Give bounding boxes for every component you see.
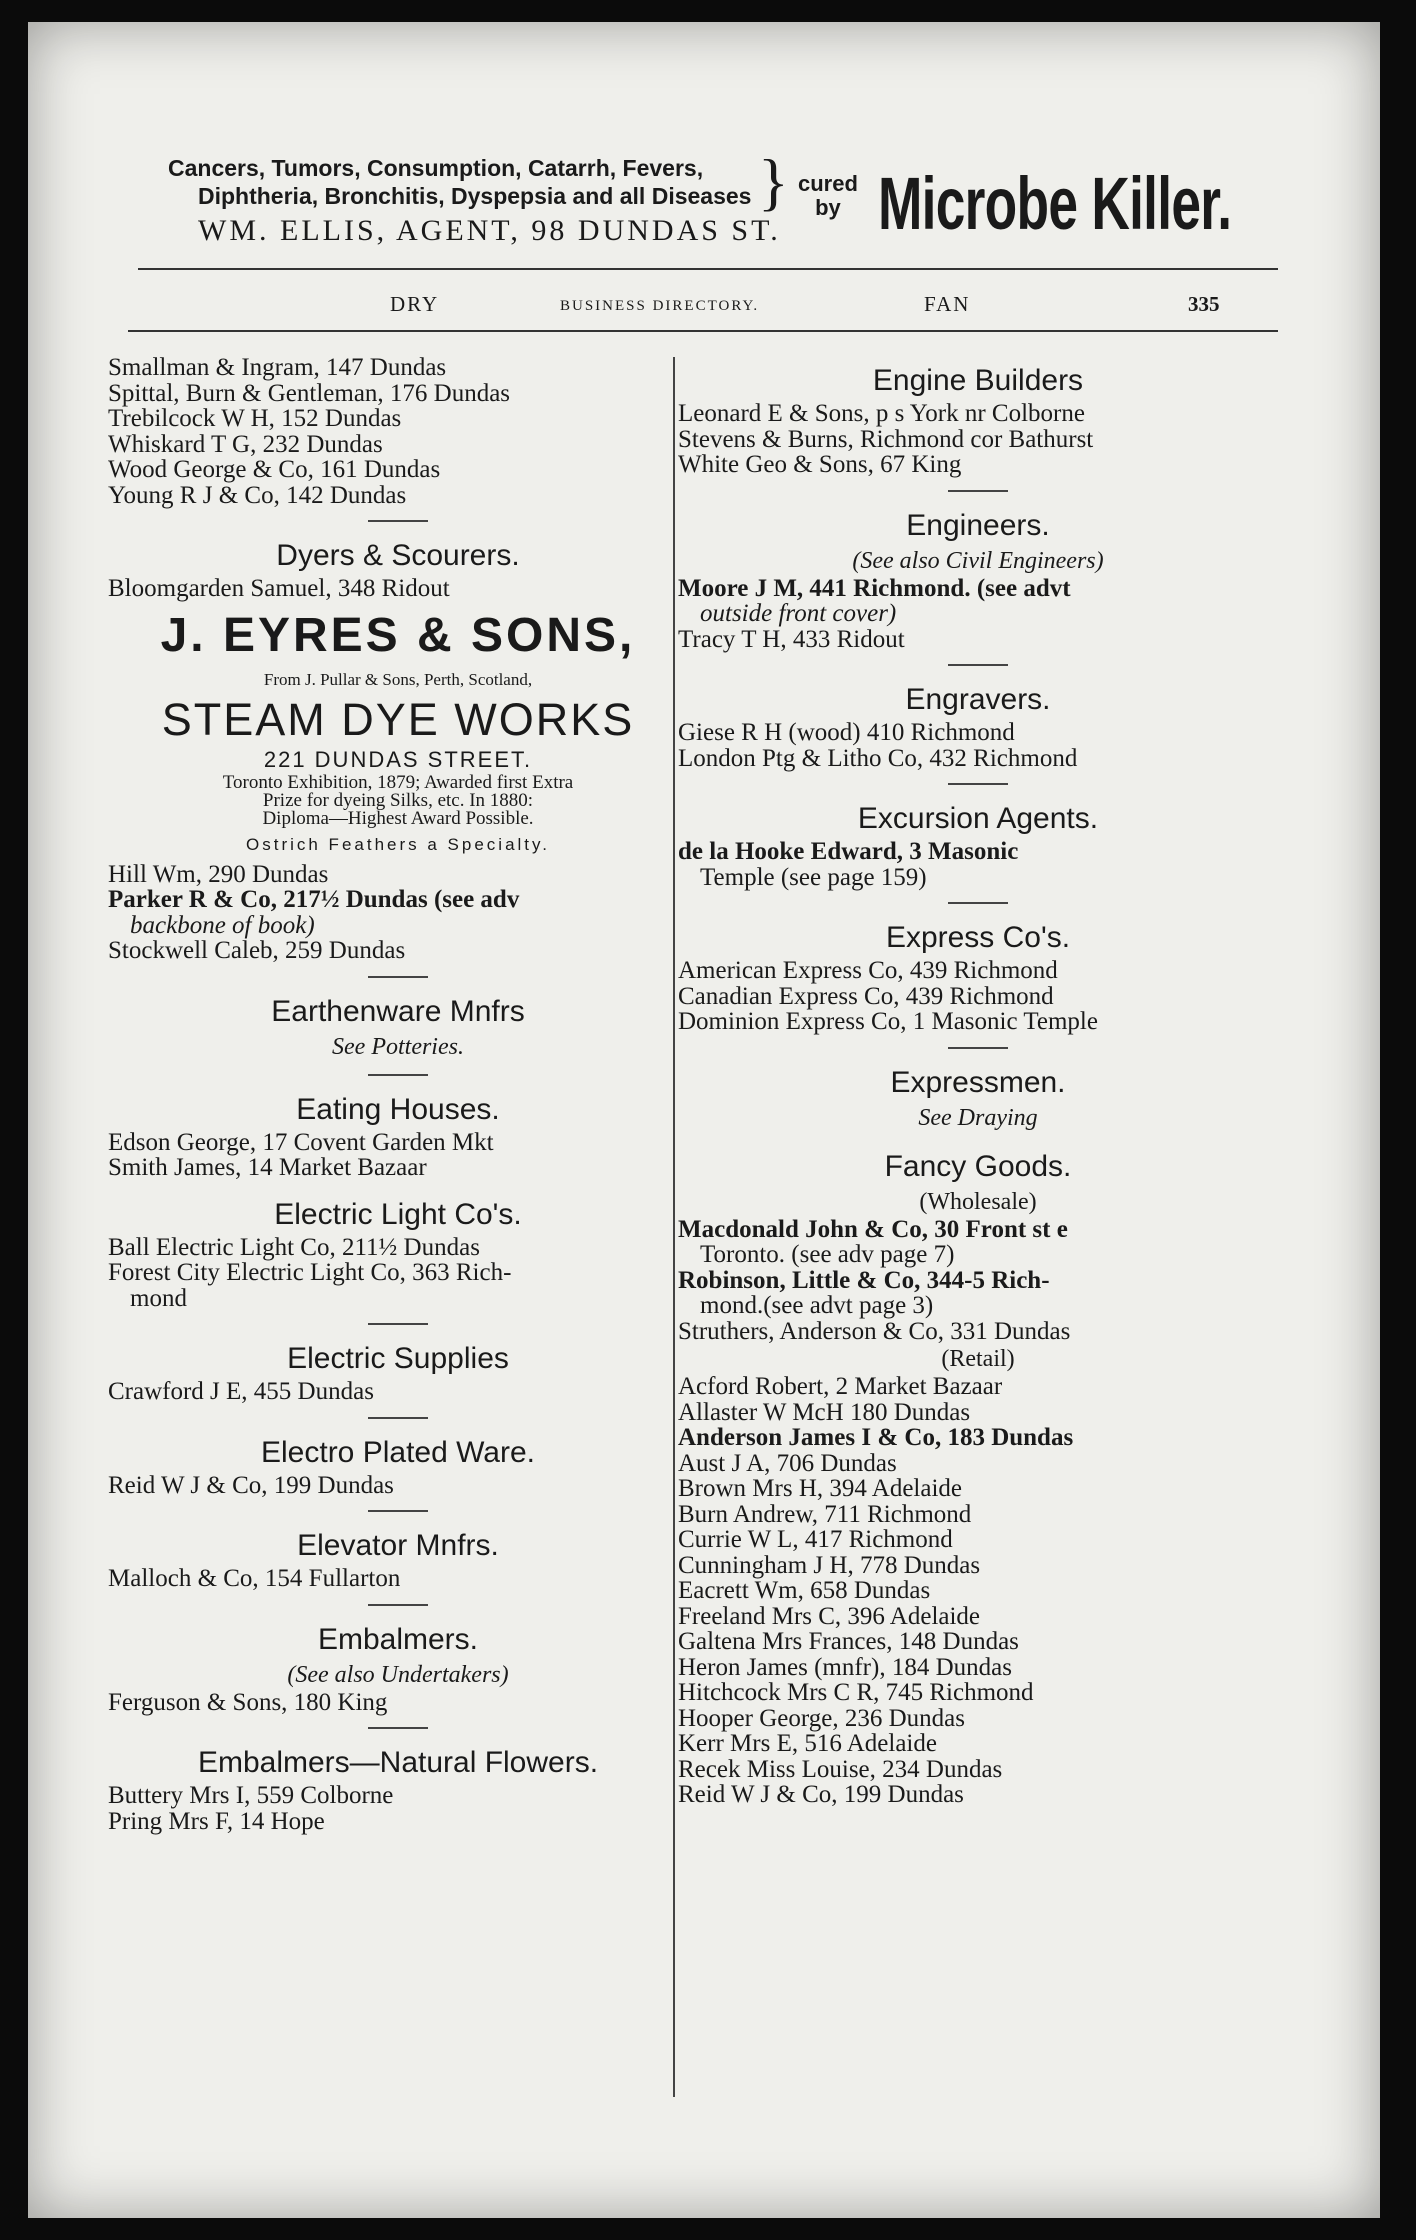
- directory-entry: Whiskard T G, 232 Dundas: [108, 430, 383, 458]
- banner-product-name: Microbe Killer.: [878, 162, 1232, 245]
- directory-entry: London Ptg & Litho Co, 432 Richmond: [678, 744, 1078, 772]
- directory-entry-continued: backbone of book): [130, 911, 315, 939]
- directory-entry: Galtena Mrs Frances, 148 Dundas: [678, 1628, 1019, 1655]
- section-divider: [368, 1510, 428, 1512]
- directory-entry: Struthers, Anderson & Co, 331 Dundas: [678, 1317, 1071, 1345]
- directory-entry: White Geo & Sons, 67 King: [678, 451, 962, 478]
- directory-entry: Anderson James I & Co, 183 Dundas: [678, 1424, 1074, 1451]
- directory-entry: Cunningham J H, 778 Dundas: [678, 1551, 981, 1579]
- directory-entry: Ferguson & Sons, 180 King: [108, 1688, 388, 1716]
- directory-entry: Robinson, Little & Co, 344-5 Rich-: [678, 1266, 1050, 1294]
- directory-entry: Hitchcock Mrs C R, 745 Richmond: [678, 1679, 1034, 1706]
- banner-diseases-line-1: Cancers, Tumors, Consumption, Catarrh, Fevers,: [168, 155, 704, 181]
- section-heading-natural-flowers: Embalmers—Natural Flowers.: [197, 1746, 599, 1779]
- section-divider: [368, 520, 428, 522]
- section-divider: [368, 1074, 428, 1076]
- subsection-label-wholesale: (Wholesale): [919, 1188, 1037, 1215]
- directory-entry-continued: outside front cover): [700, 600, 897, 627]
- section-heading-expressmen: Expressmen.: [890, 1065, 1066, 1099]
- directory-entry: Macdonald John & Co, 30 Front st e: [678, 1215, 1068, 1243]
- directory-entry: Kerr Mrs E, 516 Adelaide: [678, 1730, 937, 1757]
- section-heading-excursion-agents: Excursion Agents.: [857, 802, 1099, 835]
- directory-entry: Forest City Electric Light Co, 363 Rich-: [108, 1259, 512, 1286]
- directory-entry: Dominion Express Co, 1 Masonic Temple: [678, 1008, 1098, 1035]
- directory-entry: Malloch & Co, 154 Fullarton: [108, 1565, 401, 1592]
- section-divider: [948, 664, 1008, 666]
- banner-rule: [138, 268, 1278, 270]
- directory-entry: Edson George, 17 Covent Garden Mkt: [108, 1128, 494, 1156]
- running-head-middle: BUSINESS DIRECTORY.: [560, 298, 760, 314]
- directory-entry: Acford Robert, 2 Market Bazaar: [678, 1373, 1003, 1400]
- directory-entry: Brown Mrs H, 394 Adelaide: [678, 1475, 962, 1502]
- ad-firm-name: J. EYRES & SONS,: [160, 608, 636, 662]
- directory-entry: Wood George & Co, 161 Dundas: [108, 456, 441, 483]
- directory-entry: Smallman & Ingram, 147 Dundas: [108, 354, 447, 381]
- cross-reference: (See also Civil Engineers): [852, 547, 1104, 574]
- section-divider: [948, 783, 1008, 785]
- section-heading-electric-supplies: Electric Supplies: [287, 1342, 509, 1375]
- section-heading-engravers: Engravers.: [905, 683, 1051, 716]
- directory-entry: Allaster W McH 180 Dundas: [678, 1398, 971, 1426]
- section-divider: [948, 902, 1008, 904]
- page-number: 335: [1188, 292, 1220, 316]
- banner-cured-word: cured: [798, 171, 858, 196]
- ad-specialty: Ostrich Feathers a Specialty.: [246, 834, 550, 854]
- section-heading-engineers: Engineers.: [906, 508, 1050, 542]
- directory-entry: Leonard E & Sons, p s York nr Colborne: [678, 400, 1085, 427]
- directory-entry: Hill Wm, 290 Dundas: [108, 860, 329, 888]
- directory-entry: Parker R & Co, 217½ Dundas (see adv: [108, 886, 520, 913]
- cross-reference: (See also Undertakers): [287, 1661, 509, 1688]
- directory-page: [28, 22, 1380, 2218]
- directory-entry: Trebilcock W H, 152 Dundas: [108, 405, 402, 432]
- section-heading-engine-builders: Engine Builders: [872, 364, 1084, 397]
- section-divider: [948, 1047, 1008, 1049]
- directory-entry: Spittal, Burn & Gentleman, 176 Dundas: [108, 379, 511, 407]
- section-heading-electro-plated: Electro Plated Ware.: [261, 1435, 535, 1469]
- section-divider: [368, 1417, 428, 1419]
- banner-agent-line: WM. ELLIS, AGENT, 98 DUNDAS ST.: [198, 214, 781, 247]
- section-heading-express: Express Co's.: [885, 921, 1071, 954]
- section-heading-embalmers: Embalmers.: [317, 1622, 479, 1656]
- section-heading-dyers: Dyers & Scourers.: [276, 539, 520, 572]
- banner-advertisement: [158, 132, 1278, 262]
- section-divider: [368, 976, 428, 978]
- directory-entry-continued: Toronto. (see adv page 7): [700, 1241, 955, 1268]
- directory-entry-continued: Temple (see page 159): [700, 863, 927, 891]
- directory-entry: Buttery Mrs I, 559 Colborne: [108, 1782, 394, 1809]
- running-head-right: FAN: [924, 292, 971, 316]
- subsection-label-retail: (Retail): [941, 1346, 1015, 1372]
- directory-entry: Ball Electric Light Co, 211½ Dundas: [108, 1233, 480, 1261]
- section-heading-earthenware: Earthenware Mnfrs: [271, 994, 525, 1028]
- banner-by-word: by: [815, 195, 841, 220]
- directory-entry: Recek Miss Louise, 234 Dundas: [678, 1755, 1003, 1783]
- directory-entry: Aust J A, 706 Dundas: [678, 1449, 897, 1477]
- directory-entry: Currie W L, 417 Richmond: [678, 1526, 953, 1553]
- running-head-left: DRY: [390, 292, 440, 316]
- directory-entry: American Express Co, 439 Richmond: [678, 957, 1058, 984]
- banner-diseases-line-2: Diphtheria, Bronchitis, Dyspepsia and all Diseases: [198, 183, 752, 209]
- section-divider: [368, 1323, 428, 1325]
- running-head-rule: [128, 330, 1278, 332]
- directory-entry-continued: mond: [130, 1284, 187, 1312]
- section-heading-eating-houses: Eating Houses.: [296, 1092, 500, 1126]
- section-divider: [948, 490, 1008, 492]
- section-heading-elevator: Elevator Mnfrs.: [297, 1529, 499, 1562]
- directory-entry: Freeland Mrs C, 396 Adelaide: [678, 1602, 981, 1630]
- cross-reference: See Potteries.: [332, 1033, 464, 1060]
- directory-entry: Bloomgarden Samuel, 348 Ridout: [108, 575, 450, 602]
- eyres-advertisement: [108, 606, 688, 862]
- ad-award-line-3: Diploma—Highest Award Possible.: [262, 807, 534, 829]
- directory-entry: Stevens & Burns, Richmond cor Bathurst: [678, 425, 1094, 453]
- directory-entry: Stockwell Caleb, 259 Dundas: [108, 937, 406, 964]
- ad-street: 221 DUNDAS STREET.: [263, 746, 533, 772]
- right-column: [678, 355, 1278, 1808]
- ad-works-title: STEAM DYE WORKS: [161, 693, 635, 745]
- section-divider: [368, 1604, 428, 1606]
- directory-entry: Giese R H (wood) 410 Richmond: [678, 719, 1015, 746]
- directory-entry: Eacrett Wm, 658 Dundas: [678, 1577, 931, 1604]
- directory-entry: Moore J M, 441 Richmond. (see advt: [678, 574, 1071, 602]
- section-divider: [368, 1727, 428, 1729]
- directory-entry: Tracy T H, 433 Ridout: [678, 625, 905, 653]
- ad-from-line: From J. Pullar & Sons, Perth, Scotland,: [263, 669, 533, 689]
- ad-award-line-1: Toronto Exhibition, 1879; Awarded first Extra: [222, 771, 574, 793]
- directory-entry: Heron James (mnfr), 184 Dundas: [678, 1653, 1012, 1681]
- directory-entry: Burn Andrew, 711 Richmond: [678, 1500, 972, 1528]
- directory-entry: Hooper George, 236 Dundas: [678, 1704, 965, 1732]
- section-heading-fancy-goods: Fancy Goods.: [884, 1149, 1072, 1183]
- directory-entry-continued: mond.(see advt page 3): [700, 1292, 934, 1319]
- banner-brace: }: [758, 146, 789, 217]
- directory-entry: Canadian Express Co, 439 Richmond: [678, 982, 1054, 1010]
- directory-entry: de la Hooke Edward, 3 Masonic: [678, 838, 1019, 865]
- directory-entry: Young R J & Co, 142 Dundas: [108, 481, 407, 509]
- directory-entry: Reid W J & Co, 199 Dundas: [108, 1471, 394, 1499]
- ad-award-line-2: Prize for dyeing Silks, etc. In 1880:: [262, 789, 534, 811]
- directory-entry: Reid W J & Co, 199 Dundas: [678, 1781, 964, 1808]
- directory-entry: Crawford J E, 455 Dundas: [108, 1378, 374, 1405]
- left-column: [108, 355, 688, 1834]
- directory-entry: Pring Mrs F, 14 Hope: [108, 1807, 325, 1835]
- section-heading-electric-light: Electric Light Co's.: [274, 1197, 522, 1231]
- cross-reference: See Draying: [918, 1104, 1038, 1131]
- banner-cured-by: [798, 172, 858, 220]
- directory-entry: Smith James, 14 Market Bazaar: [108, 1154, 427, 1181]
